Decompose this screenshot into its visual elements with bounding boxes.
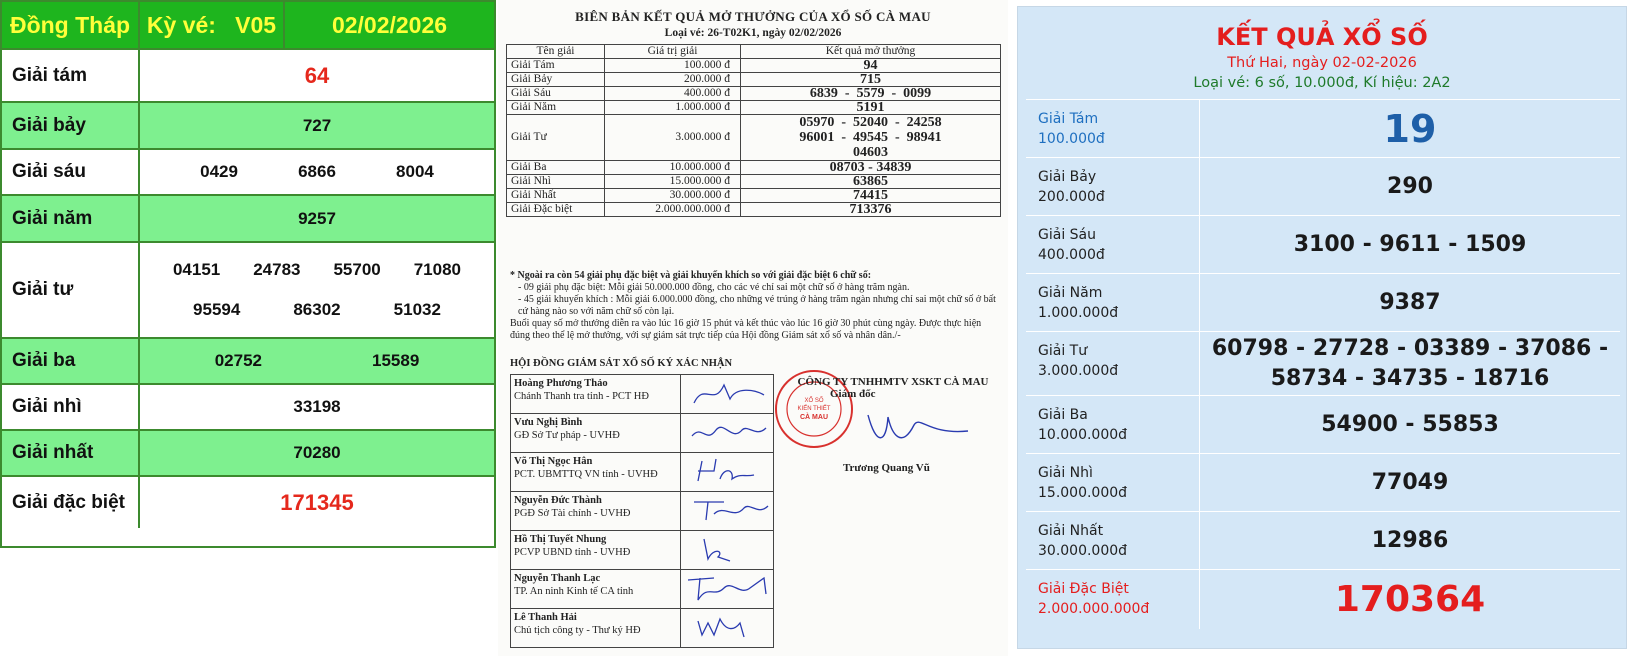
prize-result: 6839 - 5579 - 0099 <box>741 87 1001 101</box>
column-header: Giá trị giải <box>605 45 741 59</box>
member-role: TP. An ninh Kinh tế CA tỉnh <box>514 586 634 597</box>
signature-row <box>511 492 774 531</box>
table-row <box>507 73 1001 87</box>
dong-thap-header <box>2 2 494 48</box>
document-title: BIÊN BẢN KẾT QUẢ MỞ THƯỞNG CỦA XỔ SỐ CÀ MAU <box>575 9 931 24</box>
prize-row <box>2 148 494 194</box>
prize-row <box>1026 273 1620 331</box>
prize-value: 100.000 đ <box>605 59 741 73</box>
prize-name: Giải Nhất <box>507 189 605 203</box>
member-cell <box>511 375 681 414</box>
member-name: Nguyễn Thanh Lạc <box>514 573 601 584</box>
result-line: 04603 <box>853 145 888 160</box>
director-name: Trương Quang Vũ <box>843 462 930 474</box>
signature-cell <box>681 570 774 609</box>
prize-name: Giải Bảy <box>507 73 605 87</box>
prize-name: Giải Tám <box>507 59 605 73</box>
prize-name: Giải Sáu <box>507 87 605 101</box>
prize-name: Giải tư <box>2 243 140 337</box>
prize-value: 15.000.000đ <box>1038 485 1128 501</box>
signature-row <box>511 570 774 609</box>
prize-label <box>1026 158 1200 215</box>
prize-value: 100.000đ <box>1038 131 1105 147</box>
prize-label <box>1026 274 1200 331</box>
prize-number: 727 <box>302 115 332 135</box>
member-role: PCVP UBND tỉnh - UVHĐ <box>514 547 631 558</box>
member-role: Chủ tịch công ty - Thư ký HĐ <box>514 625 641 636</box>
draw-date: 02/02/2026 <box>331 11 448 38</box>
ca-mau-document <box>498 0 1008 656</box>
prize-name: Giải tám <box>2 50 140 101</box>
prize-row <box>2 429 494 475</box>
prize-number: 04151 <box>172 260 221 279</box>
prize-row <box>1026 395 1620 453</box>
prize-label <box>1026 570 1200 629</box>
prize-label <box>1026 216 1200 273</box>
prize-number-line: 60798 - 27728 - 03389 - 37086 - <box>1211 335 1609 361</box>
prize-name: Giải Đặc biệt <box>507 203 605 217</box>
prize-value: 3.000.000 đ <box>605 115 741 161</box>
table-header-row <box>507 45 1001 59</box>
prize-value: 200.000 đ <box>605 73 741 87</box>
prize-number: 71080 <box>413 260 461 279</box>
signature-cell <box>681 609 774 648</box>
prize-name: Giải bảy <box>2 103 140 148</box>
ky-ve-label: Kỳ vé: <box>146 11 216 38</box>
prize-value: 400.000đ <box>1038 247 1105 263</box>
prize-row <box>2 48 494 101</box>
member-role: GĐ Sở Tư pháp - UVHĐ <box>514 430 620 441</box>
signature-mark <box>684 377 770 407</box>
signature-row <box>511 414 774 453</box>
prize-value: 200.000đ <box>1038 189 1105 205</box>
prize-name: Giải Ba <box>507 161 605 175</box>
prize-label <box>1026 512 1200 569</box>
member-cell <box>511 453 681 492</box>
prize-number: 24783 <box>253 260 301 279</box>
prize-result: 5191 <box>741 101 1001 115</box>
member-name: Nguyễn Đức Thành <box>514 495 602 506</box>
table-row <box>507 115 1001 161</box>
prize-name: Giải Sáu <box>1038 227 1096 243</box>
svg-text:KIẾN THIẾT: KIẾN THIẾT <box>797 406 831 412</box>
member-cell <box>511 414 681 453</box>
signature-cell <box>681 414 774 453</box>
prize-result: 63865 <box>741 175 1001 189</box>
prize-row <box>2 337 494 383</box>
signature-mark <box>684 611 770 641</box>
prize-row <box>1026 569 1620 629</box>
ky-ve-code: V05 <box>235 11 277 38</box>
prize-row <box>1026 215 1620 273</box>
document-subtitle: Loại vé: 26-T02K1, ngày 02/02/2026 <box>664 27 842 39</box>
prize-label <box>1026 396 1200 453</box>
member-name: Hồ Thị Tuyết Nhung <box>514 534 607 545</box>
prize-number: 86302 <box>293 300 341 319</box>
prize-name: Giải Nhì <box>1038 465 1093 481</box>
prize-row <box>1026 331 1620 395</box>
prize-name: Giải sáu <box>2 150 140 194</box>
prize-result <box>741 115 1001 161</box>
prize-result: 94 <box>741 59 1001 73</box>
prize-number: 19 <box>1383 106 1437 151</box>
signature-mark <box>684 533 770 563</box>
prize-value: 30.000.000đ <box>1038 543 1128 559</box>
table-row <box>507 189 1001 203</box>
director-signature <box>858 405 978 455</box>
note-line: Buổi quay số mở thưởng diễn ra vào lúc 16 giờ 15 phút và kết thúc vào lúc 16 giờ 30 phút cùng ngày. Được thực hiện đúng theo thể lệ mở thưởng, với sự giám sát trực tiếp của Hội đồng Giám sát xổ số và nhân dân./- <box>510 318 982 341</box>
prize-value: 400.000 đ <box>605 87 741 101</box>
result-line: 05970 - 52040 - 24258 <box>799 115 942 130</box>
prize-name: Giải ba <box>2 339 140 383</box>
ticket-info: Loại vé: 6 số, 10.000đ, Kí hiệu: 2A2 <box>1193 75 1451 91</box>
prize-label <box>1026 100 1200 157</box>
member-cell <box>511 492 681 531</box>
signature-mark <box>684 572 770 602</box>
signature-mark <box>684 455 770 485</box>
prize-number: 02752 <box>214 351 262 370</box>
company-name: CÔNG TY TNHHMTV XSKT CÀ MAU <box>797 376 989 388</box>
prize-name: Giải Năm <box>1038 285 1103 301</box>
prize-value: 30.000.000 đ <box>605 189 741 203</box>
prize-number: 3100 - 9611 - 1509 <box>1293 231 1527 257</box>
prize-row <box>1026 511 1620 569</box>
signature-row <box>511 531 774 570</box>
prize-number: 54900 - 55853 <box>1321 411 1499 437</box>
member-name: Lê Thanh Hải <box>514 612 577 623</box>
prize-value: 2.000.000.000đ <box>1038 601 1150 617</box>
result-line: 96001 - 49545 - 98941 <box>799 130 942 145</box>
prize-name: Giải đặc biệt <box>2 477 140 528</box>
results-table <box>506 44 1001 217</box>
table-row <box>507 59 1001 73</box>
prize-row <box>2 101 494 148</box>
prize-row <box>2 194 494 241</box>
note-heading: * Ngoài ra còn 54 giải phụ đặc biệt và giải khuyến khích so với giải đặc biệt 6 chữ số: <box>510 270 872 281</box>
prize-number: 55700 <box>333 260 381 279</box>
signature-row <box>511 375 774 414</box>
prize-value: 10.000.000 đ <box>605 161 741 175</box>
prize-value: 1.000.000 đ <box>605 101 741 115</box>
prize-number: 12986 <box>1371 527 1449 553</box>
prize-number: 171345 <box>280 489 354 515</box>
prize-name: Giải năm <box>2 196 140 241</box>
prize-number: 70280 <box>293 443 341 462</box>
note-line: - 09 giải phụ đặc biệt: Mỗi giải 50.000.000 đồng, cho các vé chỉ sai một chữ số ở hàng trăm ngàn. <box>518 282 910 293</box>
member-cell <box>511 570 681 609</box>
prize-value: 15.000.000 đ <box>605 175 741 189</box>
prize-number: 8004 <box>396 162 434 181</box>
svg-text:XỔ SỐ: XỔ SỐ <box>804 398 824 404</box>
prize-value: 2.000.000.000 đ <box>605 203 741 217</box>
prize-result: 74415 <box>741 189 1001 203</box>
prize-value: 10.000.000đ <box>1038 427 1128 443</box>
prize-name: Giải Năm <box>507 101 605 115</box>
signature-cell <box>681 453 774 492</box>
prize-number: 290 <box>1387 173 1433 199</box>
prize-label <box>1026 332 1200 395</box>
member-cell <box>511 609 681 648</box>
svg-text:CÀ MAU: CÀ MAU <box>800 414 828 421</box>
prize-number: 33198 <box>293 397 341 416</box>
prize-row <box>1026 99 1620 157</box>
prize-name: Giải Tư <box>1038 343 1088 359</box>
prize-name: Giải Nhất <box>1038 523 1104 539</box>
prize-number: 9257 <box>298 208 336 228</box>
table-row <box>507 175 1001 189</box>
table-row <box>507 161 1001 175</box>
director-title: Giám đốc <box>830 388 876 400</box>
prize-value: 1.000.000đ <box>1038 305 1119 321</box>
prize-number: 9387 <box>1379 289 1441 315</box>
board-title: HỘI ĐỒNG GIÁM SÁT XỔ SỐ KÝ XÁC NHẬN <box>510 358 733 369</box>
prize-value: 3.000.000đ <box>1038 363 1119 379</box>
prize-number: 6866 <box>298 162 336 181</box>
signature-mark <box>684 494 770 524</box>
results-date: Thứ Hai, ngày 02-02-2026 <box>1227 55 1417 71</box>
table-row <box>507 203 1001 217</box>
prize-number: 15589 <box>372 351 420 370</box>
column-header: Kết quả mở thưởng <box>741 45 1001 59</box>
prize-name: Giải nhất <box>2 431 140 475</box>
prize-number: 0429 <box>200 162 238 181</box>
prize-number: 77049 <box>1371 469 1449 495</box>
prize-name: Giải Đặc Biệt <box>1038 581 1129 597</box>
signature-row <box>511 453 774 492</box>
prize-name: Giải Bảy <box>1038 169 1097 185</box>
prize-row <box>1026 157 1620 215</box>
prize-number: 51032 <box>393 300 441 319</box>
member-role: Chánh Thanh tra tỉnh - PCT HĐ <box>514 391 649 402</box>
member-name: Hoàng Phương Thảo <box>514 378 608 389</box>
prize-number: 170364 <box>1334 578 1486 620</box>
member-role: PCT. UBMTTQ VN tỉnh - UVHĐ <box>514 469 658 480</box>
signature-cell <box>681 531 774 570</box>
signature-mark <box>684 416 770 446</box>
signature-cell <box>681 375 774 414</box>
prize-name: Giải Ba <box>1038 407 1088 423</box>
table-row <box>507 87 1001 101</box>
province-name: Đồng Tháp <box>2 2 140 48</box>
results-table <box>1026 99 1620 629</box>
member-role: PGĐ Sở Tài chính - UVHĐ <box>514 508 631 519</box>
results-title: KẾT QUẢ XỔ SỐ <box>1216 23 1428 51</box>
column-header: Tên giải <box>507 45 605 59</box>
prize-result: 715 <box>741 73 1001 87</box>
prize-name: Giải nhì <box>2 385 140 429</box>
prize-row <box>1026 453 1620 511</box>
prize-row <box>2 475 494 528</box>
blue-results-panel <box>1017 6 1627 649</box>
member-name: Vưu Nghị Bình <box>514 417 583 428</box>
signature-row <box>511 609 774 648</box>
prize-row <box>2 241 494 337</box>
signature-cell <box>681 492 774 531</box>
prize-label <box>1026 454 1200 511</box>
signature-table <box>510 374 774 648</box>
member-name: Võ Thị Ngọc Hân <box>514 456 593 467</box>
prize-result: 08703 - 34839 <box>741 161 1001 175</box>
note-line: - 45 giải khuyến khích : Mỗi giải 6.000.000 đồng, cho những vé trúng ở hàng trăm ngàn nhưng chỉ sai một chữ số ở bất cứ hàng nào so với năm chữ số còn lại. <box>518 294 996 317</box>
prize-number: 95594 <box>193 300 241 319</box>
prize-result: 713376 <box>741 203 1001 217</box>
member-cell <box>511 531 681 570</box>
prize-number: 64 <box>304 62 330 88</box>
prize-number-line: 58734 - 34735 - 18716 <box>1270 365 1550 391</box>
notes <box>510 270 1000 342</box>
table-row <box>507 101 1001 115</box>
ky-ve <box>140 2 285 48</box>
dong-thap-results <box>0 0 496 548</box>
prize-name: Giải Tám <box>1038 111 1099 127</box>
prize-row <box>2 383 494 429</box>
prize-name: Giải Tư <box>507 115 605 161</box>
prize-name: Giải Nhì <box>507 175 605 189</box>
